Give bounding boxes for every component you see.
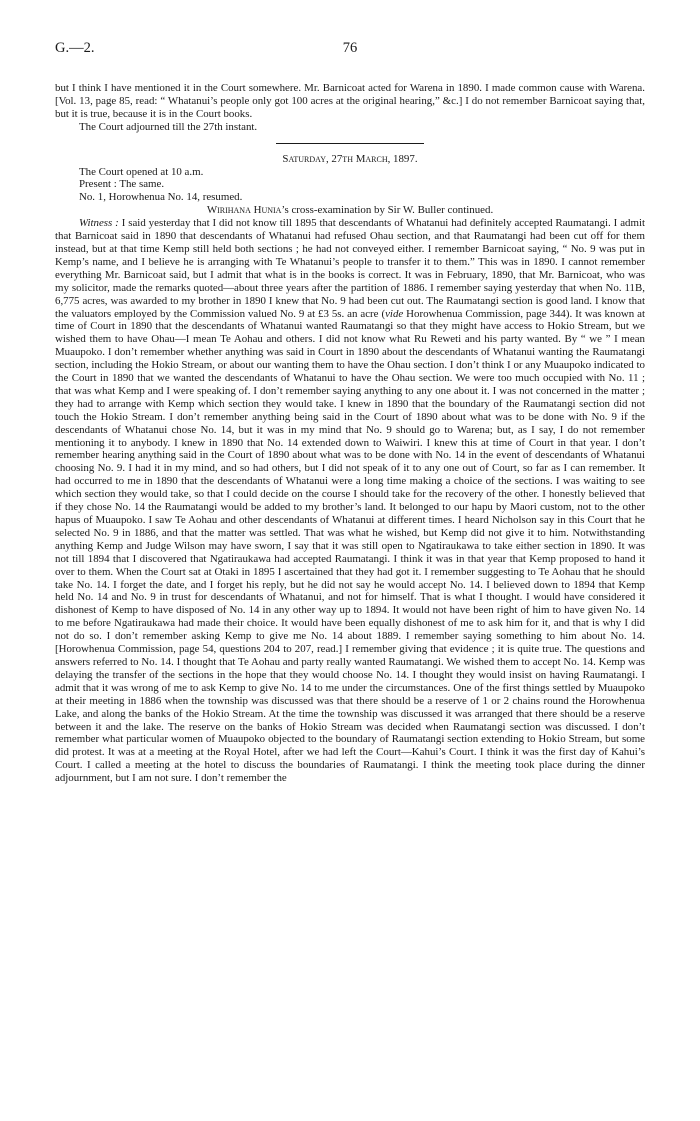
cross-examination-heading: [55, 204, 645, 217]
page-header: [55, 40, 645, 62]
carryover-paragraph: but I think I have mentioned it in the Court somewhere. Mr. Barnicoat acted for Warena in 1890. I made common cause with Warena. [Vol. 13, page 85, read: “ Whatanui’s people only got 100 acres at the original hearing,” &c.] I do not remember Barnicoat saying that, but it is true, because it is in the Court books.: [55, 82, 645, 120]
vide-word: vide: [385, 307, 404, 320]
present-line: Present : The same.: [79, 178, 165, 191]
heading-rest: ’s cross-examination by Sir W. Buller continued.: [281, 204, 494, 217]
court-opened-line: The Court opened at 10 a.m.: [79, 165, 204, 178]
document-body: [55, 82, 645, 785]
document-reference: G.—2.: [55, 40, 95, 56]
testimony-part-2: Horowhenua Commission, page 344). It was known at time of Court in 1890 that the descendants of Whatanui wanted Raumatangi so that they might have access to Hokio Stream, but we wished them to have Ohau—I mean Te Aohau and others. I did not know what Ru Reweti and his party wanted. By “ we ” I mean Muaupoko. I don’t remember whether anything was said in Court in 1890 about the descendants of Whatanui wanting the Raumatangi section, including the Hokio Stream, or about our wanting them to have the Ohau section. I don’t think I or any Muaupoko indicated to the Court in 1890 that we wanted the descendants of Whatanui to have the Ohau section. We were too much occupied with No. 11 ; that was what Kemp and I were speaking of. I don’t remember saying anything to any one about it. I was not concerned in the matter ; they had to arrange with Kemp which section they would take. I knew in 1890 that the boundary of the Raumatangi section did not touch the Hokio Stream. I don’t remember anything being said in the Court of 1890 about what was to be done with No. 9 if the descendants of Whatanui chose No. 14, but it was in my mind that No. 9 should go to Warena; but, as I say, I do not remember mentioning it to anybody. I knew in 1890 that No. 14 extended down to Waiwiri. I knew this at time of Court in that year. I don’t remember hearing anything said in the Court of 1890 about what was to be done with No. 14 in the event of descendants of Whatanui choosing No. 9. I had it in my mind, and so had others, but I did not speak of it to any one out of Court, so far as I can remember. It had occurred to me in 1890 that the descendants of Whatanui were a long time making a choice of the sections. I was waiting to see which section they would take, so that I could decide on the course I should take for the recovery of the other. I honestly believed that if they chose No. 14 the Raumatangi would be added to my brother’s land. It belonged to our hapu by Maori custom, not to the other hapus of Muaupoko. I saw Te Aohau and other descendants of Whatanui at different times. I heard Nicholson say in this Court that he selected No. 9 in 1886, and that the matter was settled. That was what he wished, but Kemp did not give it to him. Notwithstanding anything Kemp and Judge Wilson may have sworn, I say that it was still open to Ngatiraukawa to take either section in 1890. It was not till 1894 that I discovered that Ngatiraukawa had accepted Raumatangi. I think it was in that year that Kemp proposed to hand it over to them. When the Court sat at Otaki in 1895 I ascertained that they had got it. I remember suggesting to Te Aohau that he should take No. 14. I forget the date, and I forget his reply, but he did not say he would accept No. 14. I believed down to 1894 that Kemp held No. 14 and No. 9 in trust for descendants of Whatanui, and not for himself. That is what I thought. I would have considered it dishonest of Kemp to have disposed of No. 14 in any other way up to 1894. It would not have been right of him to have given No. 14 to me before Ngatiraukawa had made their choice. It would have been equally dishonest of me to ask him for it, and that is why I did not do so. I don’t remember asking Kemp to give me No. 14 about 1889. I remember saying something to him about No. 14. [Horowhenua Commission, page 54, questions 204 to 207, read.] I remember giving that evidence ; it is quite true. The questions and answers referred to No. 14. I thought that Te Aohau and party really wanted Raumatangi. We wished them to accept No. 14. Kemp was delaying the transfer of the sections in the hope that they would choose No. 14. I thought they would insist on having Raumatangi. I admit that it was wrong of me to ask Kemp to give No. 14 to me under the circumstances. One of the first things settled by Muaupoko at their meeting in 1886 when the township was discussed was that there should be a reserve of 1 or 2 chains round the Horowhenua Lake, and along the banks of the Hokio Stream. At the time the township was discussed it was arranged that there should be a reserve between it and the lake. The reserve on the banks of Hokio Stream was decided when Raumatangi section was discussed. I don’t remember what particular women of Muaupoko objected to the boundary of Raumatangi section extending to Hokio Stream, but some did protest. It was at a meeting at the Royal Hotel, after we had left the Court—Kahui’s Court. I think it was the first day of Kahui’s Court. I called a meeting at the hotel to discuss the boundaries of Raumatangi. I think the meeting took place during the dinner adjournment, but I am not sure. I don’t remember the: [55, 307, 645, 785]
case-resumed-line: No. 1, Horowhenua No. 14, resumed.: [79, 191, 243, 204]
session-date-heading: Saturday, 27th March, 1897.: [282, 152, 418, 165]
court-adjourned-line: The Court adjourned till the 27th instant.: [79, 120, 258, 133]
testimony-paragraph: [55, 217, 645, 785]
witness-label: Witness :: [79, 217, 119, 230]
section-divider: [276, 143, 424, 144]
witness-name: Wirihana Hunia: [206, 204, 282, 217]
document-page: [55, 40, 645, 785]
page-number: 76: [342, 40, 358, 56]
testimony-part-1: I said yesterday that I did not know till 1895 that descendants of Whatanui had definitely accepted Raumatangi. I admit that Barnicoat said in 1890 that descendants of Whatanui had refused Ohau section, and that Raumatangi had been cut off for them instead, but at that time Kemp still held both sections ; he had not conveyed either. I remember Barnicoat saying, “ No. 9 was put in Kemp’s name, and I believe he is arranging with Te Whatanui’s people to transfer it to them.” This was in 1890. I cannot remember everything Mr. Barnicoat said, but I admit that what is in the books is correct. It was in February, 1890, that Mr. Barnicoat, who was my solicitor, made the remarks quoted—about three years after the partition of 1886. I remember saying yesterday that when No. 11B, 6,775 acres, was awarded to my brother in 1890 I knew that No. 9 had been cut out. The Raumatangi section is good land. I know that the valuators employed by the Commission valued No. 9 at £3 5s. an acre (: [55, 217, 645, 320]
